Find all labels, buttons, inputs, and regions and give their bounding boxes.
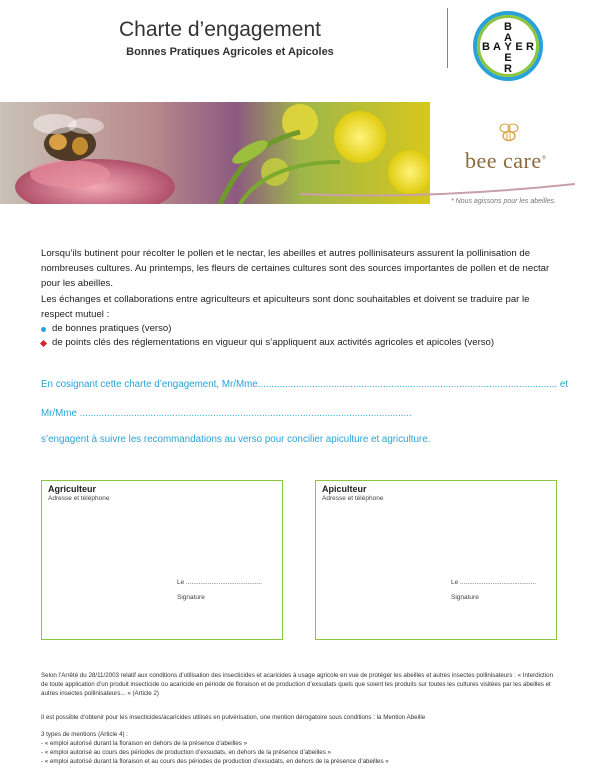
red-diamond-icon [40, 339, 47, 346]
blue-dot-icon [41, 327, 46, 332]
logo-letter-e: E [515, 41, 523, 53]
list-item: - « emploi autorisé durant la floraison et au cours des périodes de production d’exsudats, en dehors de la présence d’abeilles » [41, 758, 389, 765]
date-field[interactable]: Le .......................................... [177, 579, 262, 586]
bullet-text: de bonnes pratiques (verso) [52, 323, 172, 334]
logo-letter-y: Y [504, 41, 512, 53]
box-title: Agriculteur [48, 484, 97, 494]
intro-paragraph-1: Lorsqu’ils butinent pour récolter le pollen et le nectar, les abeilles et autres pollinisateurs assurent la pollinisation de nombreuses cultures. Au printemps, les fleurs de certaines cultures sont des sources importantes de pollen et de nectar pour les abeilles. [41, 248, 550, 289]
agriculteur-box[interactable] [41, 480, 283, 640]
logo-letter-r2: R [504, 63, 512, 75]
mentions-block [41, 730, 561, 766]
logo-letter-a: A [504, 32, 512, 44]
beecare-wordmark: bee care® [465, 148, 547, 173]
list-item: - « emploi autorisé au cours des périodes de production d’exsudats, en dehors de la présence d’abeilles » [41, 749, 331, 756]
signature-label: Signature [451, 594, 479, 601]
banner-swoosh [300, 180, 575, 200]
bayer-logo [472, 10, 544, 82]
legal-paragraph-1: Selon l’Arrêté du 28/11/2003 relatif aux conditions d’utilisation des insecticides et acaricides à usage agricole en vue de protéger les abeilles et autres insectes pollinisateurs : « Interdiction de toute application d’un produit insecticide ou acaricide en période de floraison et de production d’exsudats quels que soient les produits sur toutes les cultures visitées par les abeilles et autres insectes pollinisateurs... » (Article 2) [41, 672, 554, 697]
list-item [41, 336, 561, 350]
engagement-line-2[interactable]: Mr/Mme .......................................................................................................................... [41, 408, 412, 419]
list-item [41, 322, 561, 336]
list-item: - « emploi autorisé durant la floraison en dehors de la présence d’abeilles » [41, 740, 248, 747]
header-divider [447, 8, 448, 68]
date-field[interactable]: Le .......................................... [451, 579, 536, 586]
intro-paragraph-2: Les échanges et collaborations entre agriculteurs et apiculteurs sont donc souhaitables et doivent se traduire par le respect mutuel : [41, 294, 530, 320]
engagement-line-1[interactable]: En cosignant cette charte d’engagement, Mr/Mme.............................................................................................................. et [41, 379, 569, 390]
bullet-text: de points clés des réglementations en vigueur qui s’appliquent aux activités agricoles et apicoles (verso) [52, 337, 495, 348]
signature-label: Signature [177, 594, 205, 601]
logo-letter-b: B [504, 21, 512, 33]
logo-letter-b2: B [482, 41, 490, 53]
beecare-label: bee care [465, 148, 542, 173]
document-subtitle: Bonnes Pratiques Agricoles et Apicoles [126, 46, 334, 58]
apiculteur-box[interactable] [315, 480, 557, 640]
box-subtitle: Adresse et téléphone [48, 495, 110, 502]
box-subtitle: Adresse et téléphone [322, 495, 384, 502]
bee-icon [496, 122, 522, 144]
engagement-line-3: s’engagent à suivre les recommandations au verso pour concilier apiculture et agriculture. [41, 434, 431, 445]
logo-letter-r: R [526, 41, 534, 53]
box-title: Apiculteur [322, 484, 367, 494]
mentions-title: 3 types de mentions (Article 4) : [41, 731, 129, 738]
logo-letter-a2: A [493, 41, 501, 53]
beecare-tagline: * Nous agissons pour les abeilles. [450, 198, 556, 205]
logo-letter-e2: E [504, 52, 512, 64]
bullet-list [41, 322, 561, 350]
document-title: Charte d’engagement [119, 18, 321, 41]
legal-paragraph-2: Il est possible d’obtenir pour les insecticides/acaricides utilisés en pulvérisation, une mention dérogatoire sous conditions : la Mention Abeille [41, 714, 426, 721]
